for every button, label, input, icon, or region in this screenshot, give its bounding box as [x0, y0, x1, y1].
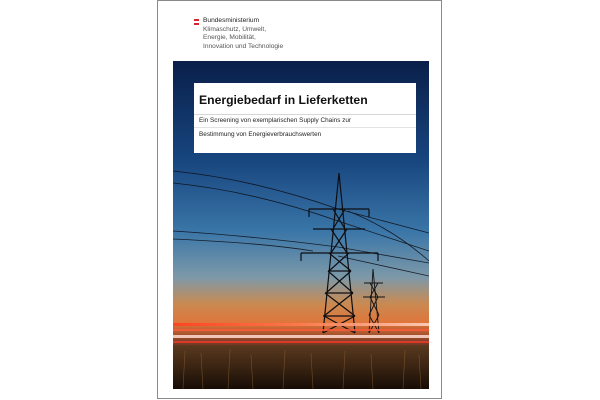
document-subtitle-line: Ein Screening von exemplarischen Supply Chains zur — [199, 117, 352, 124]
document-cover-page — [157, 0, 442, 399]
ministry-name-line: Energie, Mobilität, — [203, 34, 256, 42]
austrian-flag-icon — [194, 19, 199, 25]
title-box — [194, 83, 416, 153]
subtitle-divider — [194, 127, 416, 128]
ministry-name — [203, 17, 333, 51]
ministry-name-line: Bundesministerium — [203, 17, 260, 24]
document-subtitle-line: Bestimmung von Energieverbrauchswerten — [199, 131, 322, 138]
ministry-name-line: Klimaschutz, Umwelt, — [203, 25, 267, 33]
title-divider — [194, 114, 416, 115]
ministry-name-line: Innovation und Technologie — [203, 42, 284, 50]
document-title: Energiebedarf in Lieferketten — [199, 93, 368, 107]
